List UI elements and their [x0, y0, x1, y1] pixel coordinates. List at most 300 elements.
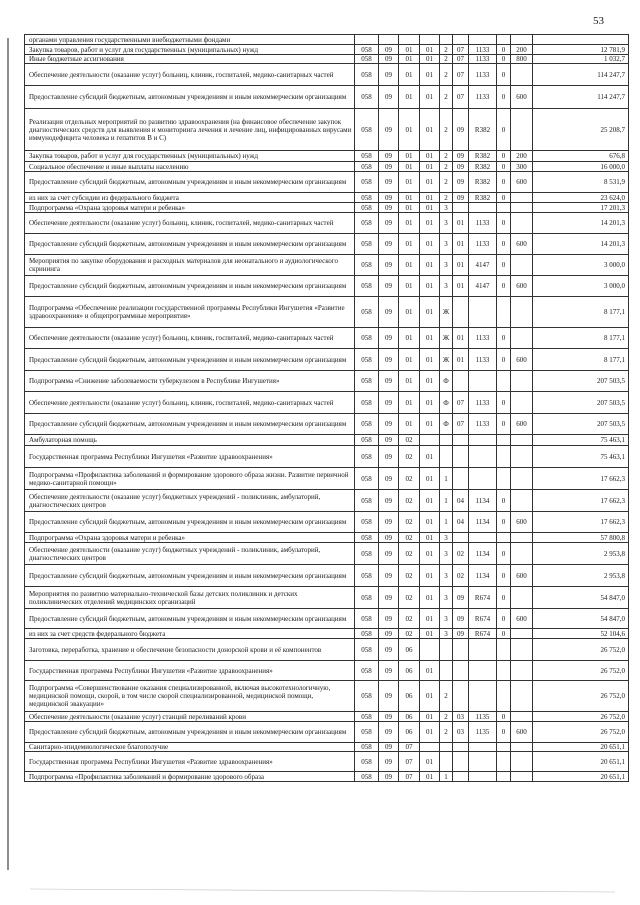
cell-pr: 01	[399, 349, 420, 371]
cell-rz: 09	[379, 234, 399, 255]
cell-ved: 058	[355, 255, 379, 276]
cell-vr: 200	[511, 151, 533, 162]
cell-ved: 058	[355, 587, 379, 609]
cell-name: Обеспечение деятельности (оказание услуг) больниц, клиник, госпиталей, медико-санитарных частей	[25, 213, 355, 234]
cell-p1: 01	[420, 587, 440, 609]
cell-fk: 0	[497, 64, 511, 86]
cell-name: Предоставление субсидий бюджетным, автономным учреждениям и иным некоммерческим организациям	[25, 276, 355, 297]
cell-ved: 058	[355, 414, 379, 435]
cell-amount: 8 531,9	[533, 172, 629, 193]
cell-p3: 04	[453, 512, 469, 533]
cell-pr: 01	[399, 328, 420, 349]
cell-p1: 01	[420, 490, 440, 512]
cell-p1: 01	[420, 722, 440, 743]
cell-vr: 800	[511, 55, 533, 64]
cell-name: Предоставление субсидий бюджетным, автономным учреждениям и иным некоммерческим организациям	[25, 565, 355, 587]
cell-p1: 01	[420, 172, 440, 193]
cell-amount: 207 503,5	[533, 414, 629, 435]
cell-p1: 01	[420, 371, 440, 392]
cell-amount: 17 662,3	[533, 512, 629, 533]
cell-code: R382	[469, 162, 497, 172]
cell-pr: 01	[399, 64, 420, 86]
cell-ved: 058	[355, 203, 379, 213]
cell-ved: 058	[355, 435, 379, 446]
cell-rz: 09	[379, 55, 399, 64]
cell-ved: 058	[355, 772, 379, 782]
cell-name: из них за счет средств федерального бюджета	[25, 629, 355, 639]
cell-vr: 600	[511, 414, 533, 435]
cell-name: Мероприятия по развитию материально-технической базы детских поликлиник и детских поликлинических отделений медицинских организаций	[25, 587, 355, 609]
cell-rz: 09	[379, 349, 399, 371]
cell-name: Заготовка, переработка, хранение и обеспечение безопасности донорской крови и её компонентов	[25, 639, 355, 661]
cell-ved: 058	[355, 565, 379, 587]
cell-fk: 0	[497, 193, 511, 203]
cell-name: Предоставление субсидий бюджетным, автономным учреждениям и иным некоммерческим организациям	[25, 234, 355, 255]
cell-name: Государственная программа Республики Ингушетия «Развитие здравоохранения»	[25, 446, 355, 468]
cell-amount: 17 201,3	[533, 203, 629, 213]
cell-pr: 01	[399, 234, 420, 255]
cell-code: 4147	[469, 276, 497, 297]
cell-name: Подпрограмма «Снижение заболеваемости туберкулезом в Республике Ингушетия»	[25, 371, 355, 392]
cell-p3: 03	[453, 712, 469, 722]
cell-p1: 01	[420, 64, 440, 86]
cell-code: 1133	[469, 45, 497, 55]
cell-p3: 07	[453, 64, 469, 86]
cell-ved: 058	[355, 512, 379, 533]
cell-fk: 0	[497, 55, 511, 64]
cell-rz: 09	[379, 609, 399, 629]
cell-name: из них за счет субсидии из федерального бюджета	[25, 193, 355, 203]
cell-ved: 058	[355, 213, 379, 234]
cell-name: Закупка товаров, работ и услуг для государственных (муниципальных) нужд	[25, 45, 355, 55]
cell-ved: 058	[355, 629, 379, 639]
cell-p2: 3	[440, 629, 453, 639]
cell-amount: 1 032,7	[533, 55, 629, 64]
cell-ved: 058	[355, 151, 379, 162]
cell-pr: 02	[399, 565, 420, 587]
cell-amount: 14 201,3	[533, 213, 629, 234]
cell-ved: 058	[355, 349, 379, 371]
cell-code: 4147	[469, 255, 497, 276]
cell-ved: 058	[355, 234, 379, 255]
cell-fk: 0	[497, 349, 511, 371]
cell-name: Обеспечение деятельности (оказание услуг) больниц, клиник, госпиталей, медико-санитарных частей	[25, 328, 355, 349]
cell-code: R674	[469, 587, 497, 609]
cell-p3: 02	[453, 565, 469, 587]
cell-vr: 600	[511, 565, 533, 587]
cell-pr: 01	[399, 392, 420, 414]
cell-amount: 20 651,1	[533, 752, 629, 772]
cell-name: Подпрограмма «Охрана здоровья матери и ребенка»	[25, 533, 355, 543]
cell-name: Предоставление субсидий бюджетным, автономным учреждениям и иным некоммерческим организациям	[25, 86, 355, 109]
cell-ved: 058	[355, 55, 379, 64]
cell-code: 1135	[469, 722, 497, 743]
cell-name: Государственная программа Республики Ингушетия «Развитие здравоохранения»	[25, 661, 355, 681]
cell-name: Реализация отдельных мероприятий по развитию здравоохранения (на финансовое обеспечение закупок диагностических средств для выявления и мониторинга лечения и лечение лиц, инфицированных вирусами иммунодефицита человека и гепатитов В и С)	[25, 109, 355, 151]
cell-rz: 09	[379, 162, 399, 172]
cell-p2: 3	[440, 234, 453, 255]
cell-fk: 0	[497, 543, 511, 565]
cell-fk: 0	[497, 255, 511, 276]
cell-p1: 01	[420, 533, 440, 543]
cell-ved: 058	[355, 661, 379, 681]
cell-pr: 02	[399, 435, 420, 446]
cell-p1: 01	[420, 681, 440, 712]
cell-amount: 17 662,3	[533, 468, 629, 490]
cell-rz: 09	[379, 371, 399, 392]
cell-ved: 058	[355, 468, 379, 490]
cell-amount: 20 651,1	[533, 772, 629, 782]
cell-rz: 09	[379, 45, 399, 55]
cell-rz: 09	[379, 639, 399, 661]
cell-fk: 0	[497, 392, 511, 414]
cell-amount: 3 000,0	[533, 255, 629, 276]
cell-rz: 09	[379, 468, 399, 490]
cell-p1: 01	[420, 661, 440, 681]
cell-rz: 09	[379, 435, 399, 446]
cell-p2: 3	[440, 587, 453, 609]
cell-p3: 07	[453, 414, 469, 435]
cell-amount: 2 953,8	[533, 565, 629, 587]
cell-rz: 09	[379, 661, 399, 681]
cell-rz: 09	[379, 629, 399, 639]
cell-p1: 01	[420, 772, 440, 782]
cell-pr: 06	[399, 639, 420, 661]
cell-amount: 207 503,5	[533, 392, 629, 414]
cell-p1: 01	[420, 86, 440, 109]
cell-rz: 09	[379, 772, 399, 782]
cell-amount: 54 847,0	[533, 609, 629, 629]
cell-p1: 01	[420, 609, 440, 629]
cell-p3: 01	[453, 234, 469, 255]
cell-ved: 058	[355, 681, 379, 712]
cell-fk: 0	[497, 414, 511, 435]
cell-ved: 058	[355, 276, 379, 297]
cell-rz: 09	[379, 109, 399, 151]
cell-vr: 600	[511, 86, 533, 109]
cell-p2: Ф	[440, 392, 453, 414]
cell-p1: 01	[420, 151, 440, 162]
cell-amount: 114 247,7	[533, 86, 629, 109]
cell-amount: 3 000,0	[533, 276, 629, 297]
cell-rz: 09	[379, 533, 399, 543]
cell-ved: 058	[355, 109, 379, 151]
cell-name: Социальное обеспечение и иные выплаты населению	[25, 162, 355, 172]
cell-rz: 09	[379, 86, 399, 109]
cell-p1: 01	[420, 109, 440, 151]
cell-p1: 01	[420, 392, 440, 414]
cell-fk: 0	[497, 722, 511, 743]
cell-pr: 01	[399, 109, 420, 151]
cell-p3: 01	[453, 328, 469, 349]
cell-name: Подпрограмма «Профилактика заболеваний и формирование здорового образа	[25, 772, 355, 782]
cell-code: R382	[469, 109, 497, 151]
cell-p2: 3	[440, 609, 453, 629]
cell-pr: 06	[399, 681, 420, 712]
cell-p1: 01	[420, 512, 440, 533]
cell-code: 1135	[469, 712, 497, 722]
cell-rz: 09	[379, 213, 399, 234]
cell-p3: 07	[453, 392, 469, 414]
cell-pr: 01	[399, 172, 420, 193]
cell-pr: 01	[399, 193, 420, 203]
cell-p2: 2	[440, 681, 453, 712]
cell-p1: 01	[420, 276, 440, 297]
cell-p1: 01	[420, 712, 440, 722]
cell-name: Обеспечение деятельности (оказание услуг) бюджетных учреждений - поликлиник, амбулаторий, диагностических центров	[25, 490, 355, 512]
cell-pr: 02	[399, 468, 420, 490]
cell-ved: 058	[355, 193, 379, 203]
cell-name: Санитарно-эпидемиологическое благополучие	[25, 743, 355, 752]
cell-p1: 01	[420, 213, 440, 234]
cell-pr: 06	[399, 722, 420, 743]
cell-ved: 058	[355, 45, 379, 55]
cell-p1: 01	[420, 565, 440, 587]
cell-rz: 09	[379, 255, 399, 276]
cell-p3: 01	[453, 349, 469, 371]
cell-vr: 600	[511, 609, 533, 629]
cell-name: Обеспечение деятельности (оказание услуг) больниц, клиник, госпиталей, медико-санитарных частей	[25, 64, 355, 86]
cell-amount: 8 177,1	[533, 349, 629, 371]
cell-p2: 2	[440, 64, 453, 86]
cell-amount: 25 208,7	[533, 109, 629, 151]
cell-name: Государственная программа Республики Ингушетия «Развитие здравоохранения»	[25, 752, 355, 772]
cell-name: Подпрограмма «Охрана здоровья матери и ребенка»	[25, 203, 355, 213]
cell-p1: 01	[420, 446, 440, 468]
cell-ved: 058	[355, 172, 379, 193]
cell-rz: 09	[379, 587, 399, 609]
cell-p3: 09	[453, 172, 469, 193]
cell-name: Подпрограмма «Профилактика заболеваний и формирование здорового образа жизни. Развитие первичной медико-санитарной помощи»	[25, 468, 355, 490]
cell-amount: 57 800,8	[533, 533, 629, 543]
cell-rz: 09	[379, 712, 399, 722]
cell-name: органами управления государственными внебюджетными фондами	[25, 35, 355, 45]
cell-p1: 01	[420, 162, 440, 172]
cell-p2: 3	[440, 565, 453, 587]
cell-p1: 01	[420, 468, 440, 490]
cell-p2: Ж	[440, 328, 453, 349]
cell-rz: 09	[379, 490, 399, 512]
cell-ved: 058	[355, 543, 379, 565]
cell-rz: 09	[379, 64, 399, 86]
cell-code: R382	[469, 193, 497, 203]
cell-p2: 1	[440, 468, 453, 490]
cell-code: 1133	[469, 349, 497, 371]
cell-ved: 058	[355, 722, 379, 743]
cell-rz: 09	[379, 276, 399, 297]
cell-amount: 676,8	[533, 151, 629, 162]
cell-rz: 09	[379, 681, 399, 712]
cell-p2: Ф	[440, 371, 453, 392]
cell-ved: 058	[355, 490, 379, 512]
cell-p2: 3	[440, 276, 453, 297]
cell-p2: 2	[440, 55, 453, 64]
cell-code: 1134	[469, 490, 497, 512]
cell-pr: 01	[399, 276, 420, 297]
cell-p1: 01	[420, 629, 440, 639]
cell-ved: 058	[355, 297, 379, 328]
cell-ved: 058	[355, 752, 379, 772]
cell-code: R674	[469, 609, 497, 629]
cell-rz: 09	[379, 743, 399, 752]
cell-pr: 02	[399, 587, 420, 609]
cell-ved: 058	[355, 712, 379, 722]
cell-ved: 058	[355, 162, 379, 172]
cell-p1: 01	[420, 414, 440, 435]
cell-code: R382	[469, 172, 497, 193]
cell-ved: 058	[355, 64, 379, 86]
cell-fk: 0	[497, 86, 511, 109]
cell-pr: 01	[399, 297, 420, 328]
cell-rz: 09	[379, 414, 399, 435]
cell-p3: 02	[453, 543, 469, 565]
cell-amount: 54 847,0	[533, 587, 629, 609]
cell-code: 1133	[469, 328, 497, 349]
cell-fk: 0	[497, 276, 511, 297]
cell-rz: 09	[379, 565, 399, 587]
cell-ved: 058	[355, 639, 379, 661]
cell-code: 1133	[469, 414, 497, 435]
cell-name: Предоставление субсидий бюджетным, автономным учреждениям и иным некоммерческим организациям	[25, 414, 355, 435]
cell-p1: 01	[420, 543, 440, 565]
cell-amount: 20 651,1	[533, 743, 629, 752]
cell-p2: 2	[440, 109, 453, 151]
cell-code: R674	[469, 629, 497, 639]
cell-amount: 23 624,0	[533, 193, 629, 203]
cell-code: 1134	[469, 512, 497, 533]
cell-name: Обеспечение деятельности (оказание услуг) станций переливаний крови	[25, 712, 355, 722]
cell-name: Подпрограмма «Совершенствование оказания специализированной, включая высокотехнологичную, медицинской помощи, скорой, в том числе скорой специализированной, медицинской помощи, медицинской эвакуации»	[25, 681, 355, 712]
cell-p2: 1	[440, 490, 453, 512]
cell-p2: 3	[440, 543, 453, 565]
cell-p1: 01	[420, 297, 440, 328]
cell-rz: 09	[379, 512, 399, 533]
cell-fk: 0	[497, 109, 511, 151]
cell-vr: 300	[511, 162, 533, 172]
cell-code: R382	[469, 151, 497, 162]
cell-p2: 2	[440, 712, 453, 722]
cell-fk: 0	[497, 172, 511, 193]
cell-p3: 09	[453, 193, 469, 203]
cell-p2: Ж	[440, 349, 453, 371]
cell-ved: 058	[355, 743, 379, 752]
cell-p3: 01	[453, 255, 469, 276]
cell-fk: 0	[497, 45, 511, 55]
cell-code: 1133	[469, 86, 497, 109]
cell-p1: 01	[420, 255, 440, 276]
cell-rz: 09	[379, 297, 399, 328]
cell-pr: 07	[399, 743, 420, 752]
cell-p1: 01	[420, 349, 440, 371]
cell-amount: 2 953,8	[533, 543, 629, 565]
cell-pr: 02	[399, 629, 420, 639]
cell-rz: 09	[379, 172, 399, 193]
cell-fk: 0	[497, 512, 511, 533]
cell-fk: 0	[497, 587, 511, 609]
cell-amount: 12 781,9	[533, 45, 629, 55]
cell-p2: 2	[440, 722, 453, 743]
cell-amount: 26 752,0	[533, 712, 629, 722]
cell-p3: 07	[453, 45, 469, 55]
cell-code: 1134	[469, 543, 497, 565]
cell-pr: 01	[399, 151, 420, 162]
cell-ved: 058	[355, 533, 379, 543]
cell-pr: 01	[399, 371, 420, 392]
cell-name: Амбулаторная помощь	[25, 435, 355, 446]
cell-pr: 07	[399, 772, 420, 782]
cell-rz: 09	[379, 722, 399, 743]
cell-p1: 01	[420, 328, 440, 349]
cell-amount: 207 503,5	[533, 371, 629, 392]
cell-fk: 0	[497, 490, 511, 512]
cell-amount: 14 201,3	[533, 234, 629, 255]
cell-pr: 02	[399, 543, 420, 565]
cell-rz: 09	[379, 328, 399, 349]
cell-p2: 2	[440, 151, 453, 162]
cell-p2: 3	[440, 255, 453, 276]
cell-name: Мероприятия по закупке оборудования и расходных материалов для неонатального и аудиологического скрининга	[25, 255, 355, 276]
cell-pr: 01	[399, 55, 420, 64]
cell-fk: 0	[497, 213, 511, 234]
cell-p1: 01	[420, 193, 440, 203]
cell-ved: 058	[355, 446, 379, 468]
cell-p3: 01	[453, 213, 469, 234]
cell-pr: 06	[399, 712, 420, 722]
cell-ved: 058	[355, 86, 379, 109]
cell-amount: 16 000,0	[533, 162, 629, 172]
cell-vr: 600	[511, 512, 533, 533]
cell-amount: 26 752,0	[533, 722, 629, 743]
cell-p3: 09	[453, 587, 469, 609]
cell-vr: 600	[511, 349, 533, 371]
cell-fk: 0	[497, 609, 511, 629]
cell-vr: 200	[511, 45, 533, 55]
cell-p2: Ф	[440, 414, 453, 435]
cell-p1: 01	[420, 55, 440, 64]
cell-fk: 0	[497, 328, 511, 349]
cell-pr: 02	[399, 533, 420, 543]
cell-pr: 01	[399, 213, 420, 234]
cell-p3: 09	[453, 151, 469, 162]
cell-fk: 0	[497, 629, 511, 639]
cell-p3: 03	[453, 722, 469, 743]
cell-rz: 09	[379, 392, 399, 414]
cell-p3: 07	[453, 86, 469, 109]
cell-code: 1133	[469, 55, 497, 64]
cell-p3: 07	[453, 55, 469, 64]
cell-p2: 2	[440, 45, 453, 55]
cell-vr: 600	[511, 276, 533, 297]
page-number: 53	[593, 15, 604, 27]
cell-name: Обеспечение деятельности (оказание услуг) бюджетных учреждений - поликлиник, амбулаторий, диагностических центров	[25, 543, 355, 565]
cell-p2: 1	[440, 772, 453, 782]
cell-rz: 09	[379, 203, 399, 213]
cell-amount: 75 463,1	[533, 435, 629, 446]
cell-p3: 04	[453, 490, 469, 512]
cell-amount: 8 177,1	[533, 297, 629, 328]
cell-p2: 3	[440, 213, 453, 234]
cell-rz: 09	[379, 193, 399, 203]
cell-p2: 2	[440, 162, 453, 172]
cell-pr: 02	[399, 490, 420, 512]
cell-p3: 01	[453, 276, 469, 297]
cell-rz: 09	[379, 446, 399, 468]
cell-name: Предоставление субсидий бюджетным, автономным учреждениям и иным некоммерческим организациям	[25, 722, 355, 743]
cell-pr: 01	[399, 45, 420, 55]
cell-pr: 07	[399, 752, 420, 772]
cell-name: Обеспечение деятельности (оказание услуг) больниц, клиник, госпиталей, медико-санитарных частей	[25, 392, 355, 414]
cell-amount: 75 463,1	[533, 446, 629, 468]
